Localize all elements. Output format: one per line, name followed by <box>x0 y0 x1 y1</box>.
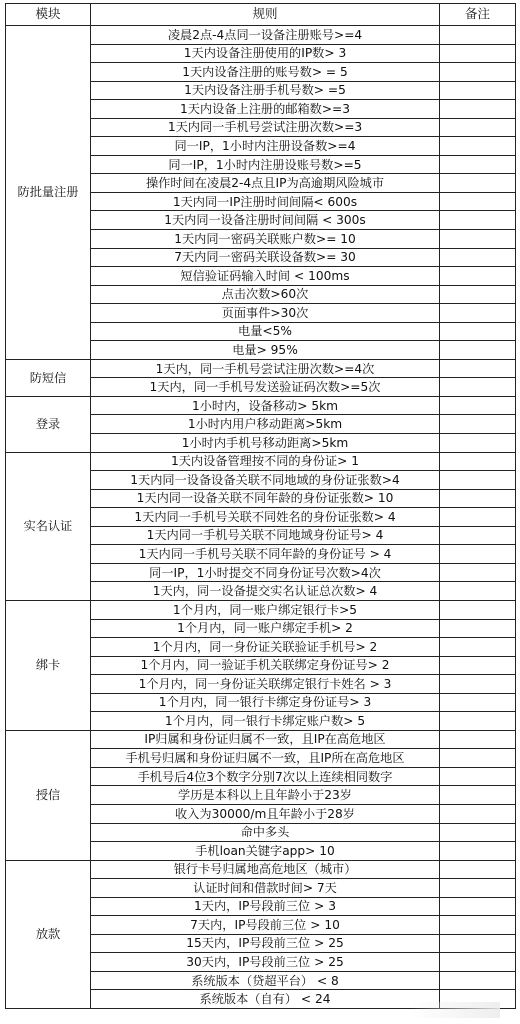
note-cell <box>440 619 516 638</box>
note-cell <box>440 934 516 953</box>
note-cell <box>440 100 516 119</box>
note-cell <box>440 749 516 768</box>
rule-cell: 1天内，IP号段前三位 > 3 <box>91 897 440 916</box>
rule-cell: 页面事件>30次 <box>91 304 440 323</box>
table-row <box>6 452 516 471</box>
note-cell <box>440 600 516 619</box>
note-cell <box>440 118 516 137</box>
table-row <box>6 730 516 749</box>
note-cell <box>440 860 516 879</box>
note-cell <box>440 452 516 471</box>
note-cell <box>440 26 516 45</box>
module-cell: 防短信 <box>6 359 91 396</box>
rule-cell: 系统版本（自有） < 24 <box>91 990 440 1009</box>
watermark <box>410 1002 500 1018</box>
rule-cell: 1天内同一手机号关联不同姓名的身份证张数> 4 <box>91 508 440 527</box>
rule-cell: 手机号后4位3个数字分别7次以上连续相同数字 <box>91 767 440 786</box>
note-cell <box>440 953 516 972</box>
note-cell <box>440 879 516 898</box>
rule-cell: 操作时间在凌晨2-4点且IP为高逾期风险城市 <box>91 174 440 193</box>
note-cell <box>440 378 516 397</box>
note-cell <box>440 192 516 211</box>
rule-cell: 1天内同一IP注册时间间隔< 600s <box>91 192 440 211</box>
rule-cell: 1天内同一手机号尝试注册次数>=3 <box>91 118 440 137</box>
note-cell <box>440 322 516 341</box>
note-cell <box>440 767 516 786</box>
note-cell <box>440 63 516 82</box>
rule-cell: 1小时内用户移动距离>5km <box>91 415 440 434</box>
note-cell <box>440 508 516 527</box>
rule-cell: 1天内同一密码关联账户数>= 10 <box>91 230 440 249</box>
rule-cell: 1天内设备上注册的邮箱数>=3 <box>91 100 440 119</box>
note-cell <box>440 396 516 415</box>
rule-cell: 认证时间和借款时间> 7天 <box>91 879 440 898</box>
note-cell <box>440 563 516 582</box>
rule-cell: 同一IP，1小时内注册设账号数>=5 <box>91 155 440 174</box>
rule-cell: 1天内同一设备注册时间间隔 < 300s <box>91 211 440 230</box>
rule-cell: 7天内同一密码关联设备数>= 30 <box>91 248 440 267</box>
rule-cell: 凌晨2点-4点同一设备注册账号>=4 <box>91 26 440 45</box>
note-cell <box>440 248 516 267</box>
rule-cell: 1个月内，同一身份证关联绑定银行卡姓名 > 3 <box>91 675 440 694</box>
header-note: 备注 <box>440 4 516 26</box>
rule-cell: 同一IP，1小时提交不同身份证号次数>4次 <box>91 563 440 582</box>
rule-cell: 手机loan关键字app> 10 <box>91 842 440 861</box>
note-cell <box>440 804 516 823</box>
rule-cell: 1天内同一设备设备关联不同地域的身份证张数>4 <box>91 471 440 490</box>
rule-cell: 7天内，IP号段前三位 > 10 <box>91 916 440 935</box>
rule-cell: 1天内，同一手机号发送验证码次数>=5次 <box>91 378 440 397</box>
table-row <box>6 26 516 45</box>
note-cell <box>440 916 516 935</box>
rule-cell: 银行卡号归属地高危地区（城市） <box>91 860 440 879</box>
rule-cell: 1天内设备注册手机号数> =5 <box>91 81 440 100</box>
rule-cell: 1天内，同一设备提交实名认证总次数> 4 <box>91 582 440 601</box>
note-cell <box>440 304 516 323</box>
note-cell <box>440 897 516 916</box>
module-cell: 放款 <box>6 860 91 1008</box>
rule-cell: 系统版本（贷超平台） < 8 <box>91 971 440 990</box>
note-cell <box>440 44 516 63</box>
table-row <box>6 359 516 378</box>
note-cell <box>440 656 516 675</box>
note-cell <box>440 267 516 286</box>
rule-cell: 1小时内，设备移动> 5km <box>91 396 440 415</box>
note-cell <box>440 211 516 230</box>
rule-cell: IP归属和身份证归属不一致，且IP在高危地区 <box>91 730 440 749</box>
rule-cell: 1天内同一手机号关联不同地域身份证号> 4 <box>91 526 440 545</box>
note-cell <box>440 971 516 990</box>
rule-cell: 15天内，IP号段前三位 > 25 <box>91 934 440 953</box>
note-cell <box>440 471 516 490</box>
note-cell <box>440 638 516 657</box>
module-cell: 绑卡 <box>6 600 91 730</box>
table-row <box>6 396 516 415</box>
rule-cell: 1天内，同一手机号尝试注册次数>=4次 <box>91 359 440 378</box>
rule-cell: 1天内设备管理按不同的身份证> 1 <box>91 452 440 471</box>
rule-cell: 1个月内，同一银行卡绑定账户数> 5 <box>91 712 440 731</box>
header-rule: 规则 <box>91 4 440 26</box>
note-cell <box>440 434 516 453</box>
header-row <box>6 4 516 26</box>
note-cell <box>440 81 516 100</box>
rule-cell: 手机号归属和身份证归属不一致，且IP所在高危地区 <box>91 749 440 768</box>
rule-cell: 1个月内，同一身份证关联验证手机号> 2 <box>91 638 440 657</box>
note-cell <box>440 174 516 193</box>
rules-table <box>5 3 516 1009</box>
rule-cell: 30天内，IP号段前三位 > 25 <box>91 953 440 972</box>
rule-cell: 1天内同一手机号关联不同年龄的身份证号 > 4 <box>91 545 440 564</box>
rule-cell: 1个月内，同一账户绑定银行卡>5 <box>91 600 440 619</box>
rule-cell: 收入为30000/m且年龄小于28岁 <box>91 804 440 823</box>
note-cell <box>440 842 516 861</box>
table-row <box>6 860 516 879</box>
rule-cell: 1天内设备注册使用的IP数> 3 <box>91 44 440 63</box>
note-cell <box>440 155 516 174</box>
rule-cell: 短信验证码输入时间 < 100ms <box>91 267 440 286</box>
module-cell: 授信 <box>6 730 91 860</box>
note-cell <box>440 415 516 434</box>
note-cell <box>440 786 516 805</box>
rule-cell: 电量<5% <box>91 322 440 341</box>
note-cell <box>440 712 516 731</box>
rules-body <box>6 26 516 1009</box>
rule-cell: 1小时内手机号移动距离>5km <box>91 434 440 453</box>
module-cell: 防批量注册 <box>6 26 91 360</box>
rule-cell: 1天内同一设备关联不同年龄的身份证张数> 10 <box>91 489 440 508</box>
note-cell <box>440 730 516 749</box>
rule-cell: 命中多头 <box>91 823 440 842</box>
note-cell <box>440 137 516 156</box>
table-row <box>6 600 516 619</box>
rule-cell: 同一IP，1小时内注册设备数>=4 <box>91 137 440 156</box>
note-cell <box>440 675 516 694</box>
note-cell <box>440 693 516 712</box>
module-cell: 实名认证 <box>6 452 91 600</box>
module-cell: 登录 <box>6 396 91 452</box>
note-cell <box>440 341 516 360</box>
rule-cell: 学历是本科以上且年龄小于23岁 <box>91 786 440 805</box>
note-cell <box>440 823 516 842</box>
header-module: 模块 <box>6 4 91 26</box>
note-cell <box>440 582 516 601</box>
rule-cell: 1个月内，同一验证手机关联绑定身份证号> 2 <box>91 656 440 675</box>
note-cell <box>440 526 516 545</box>
note-cell <box>440 545 516 564</box>
note-cell <box>440 489 516 508</box>
rule-cell: 点击次数>60次 <box>91 285 440 304</box>
note-cell <box>440 230 516 249</box>
note-cell <box>440 285 516 304</box>
rule-cell: 1个月内，同一银行卡绑定身份证号> 3 <box>91 693 440 712</box>
note-cell <box>440 359 516 378</box>
rule-cell: 1天内设备注册的账号数> = 5 <box>91 63 440 82</box>
rule-cell: 电量> 95% <box>91 341 440 360</box>
rule-cell: 1个月内，同一账户绑定手机> 2 <box>91 619 440 638</box>
